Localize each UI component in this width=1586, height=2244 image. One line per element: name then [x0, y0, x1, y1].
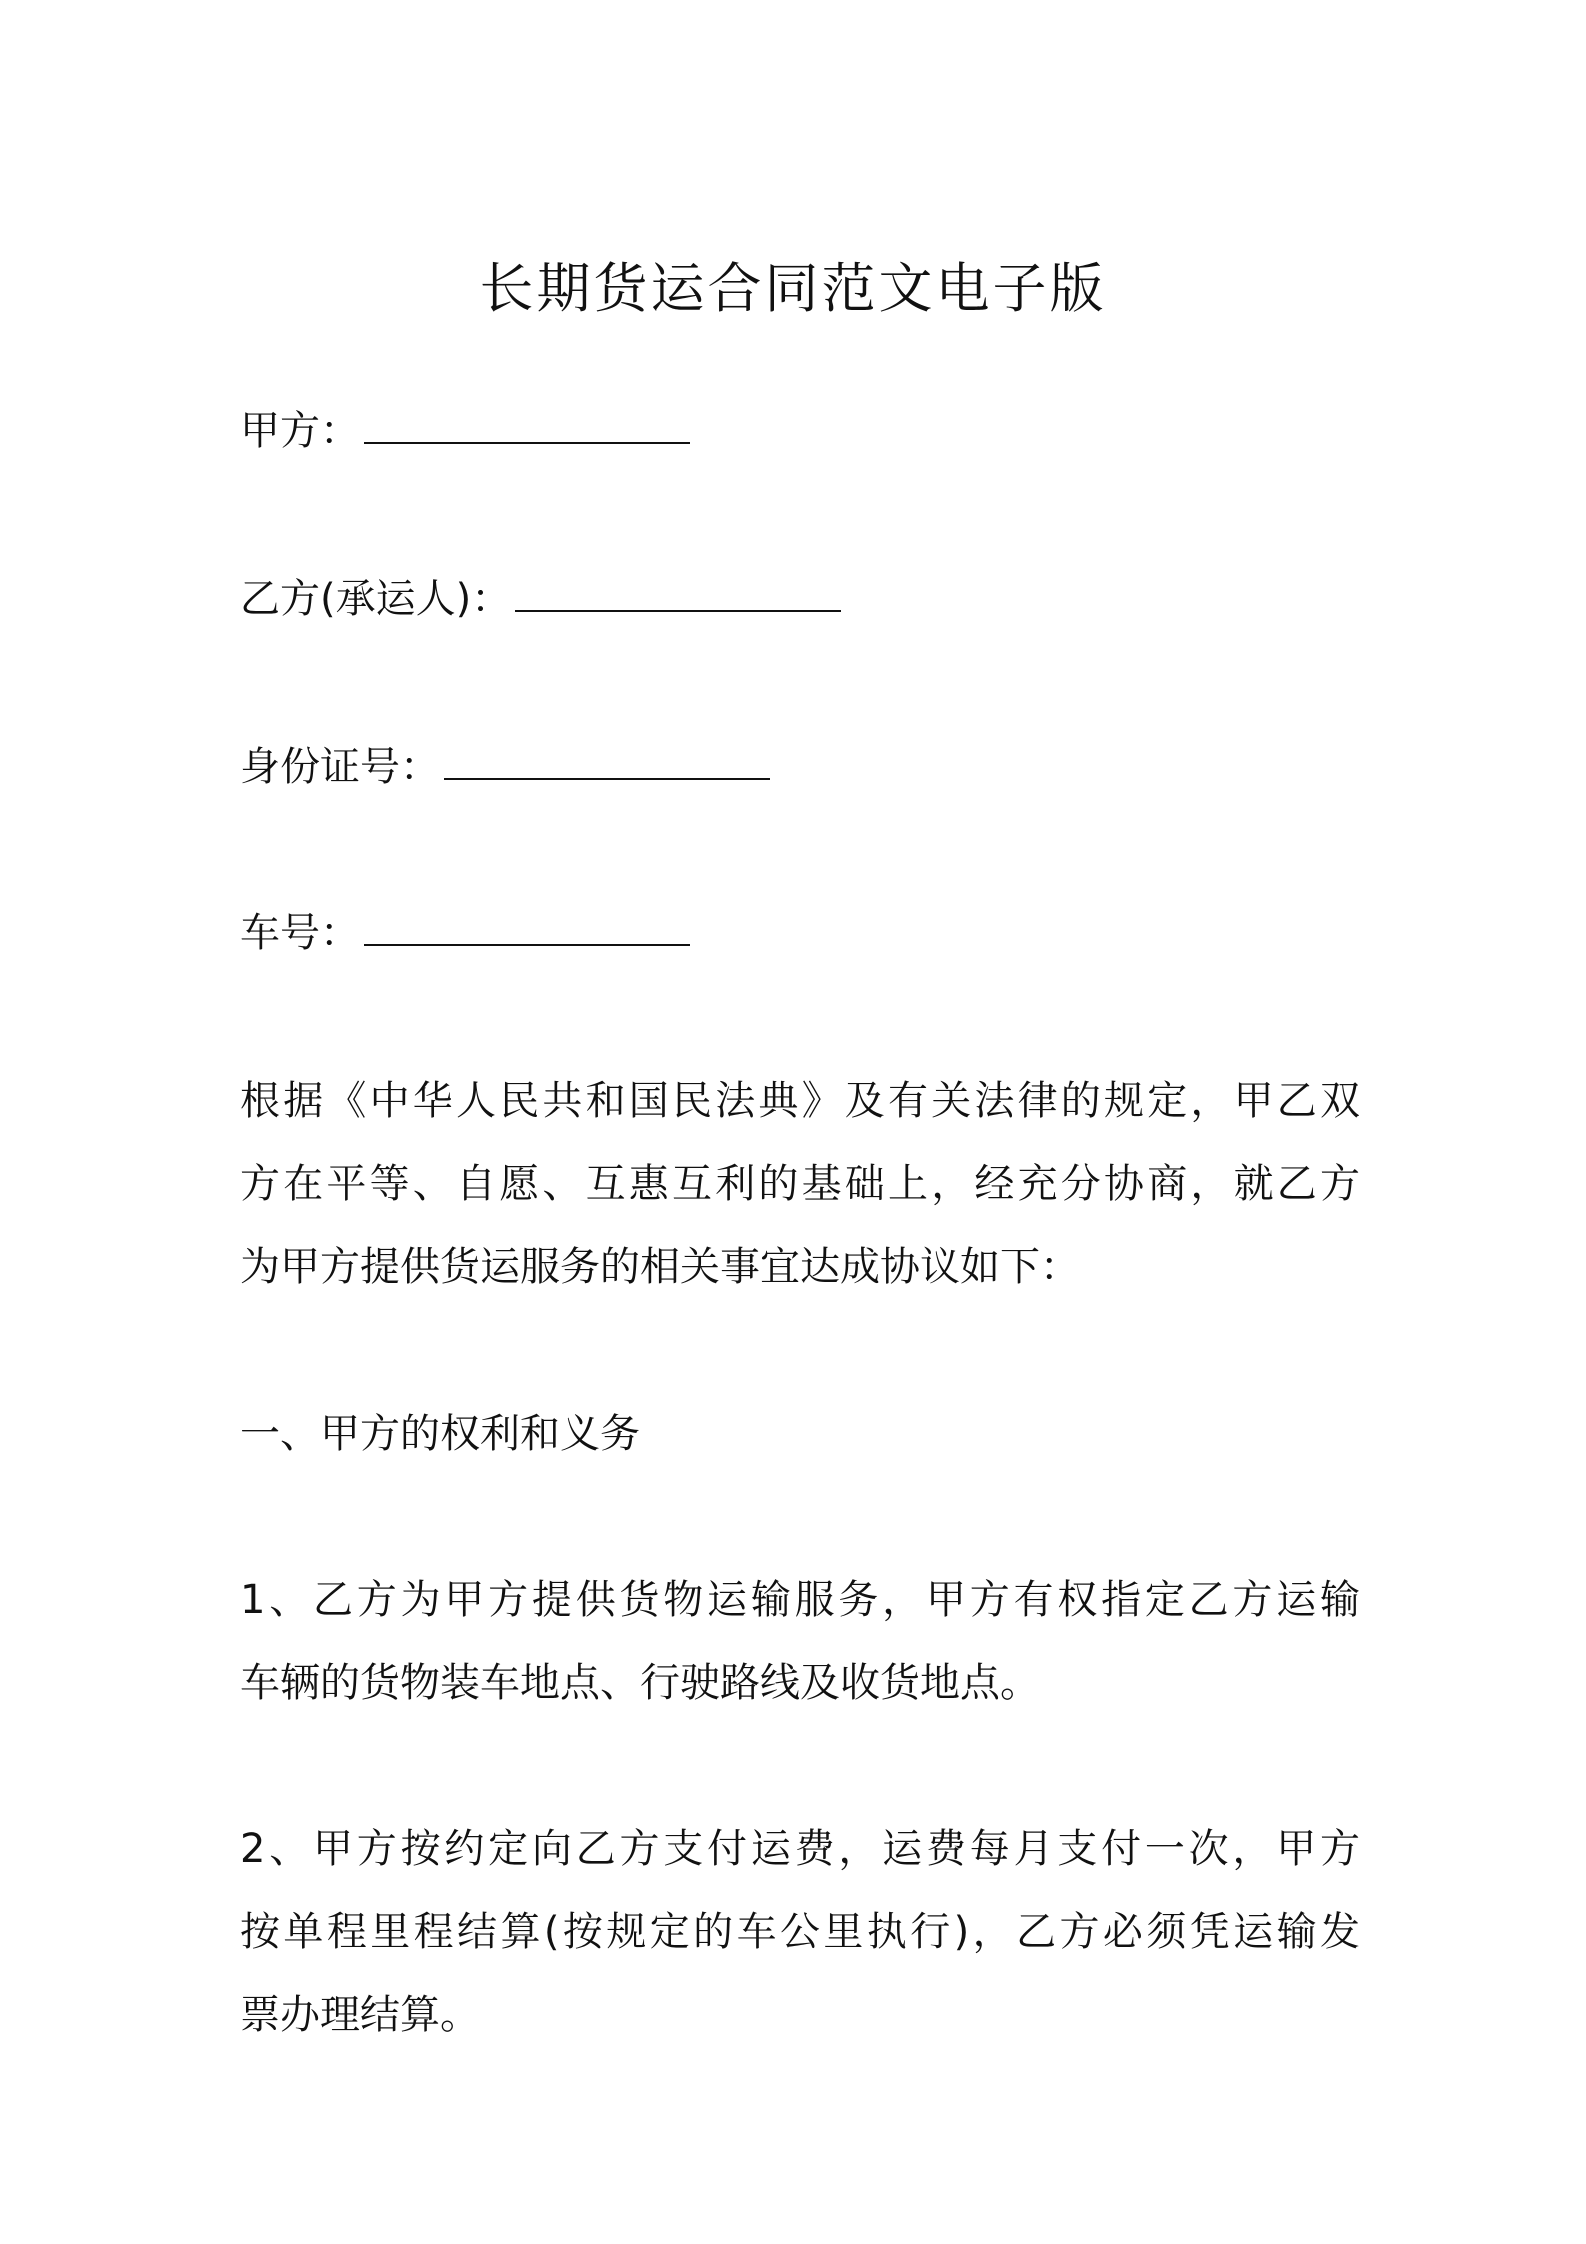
party-a-label: 甲方： — [240, 408, 360, 454]
party-a-field — [240, 402, 690, 458]
party-b-blank-line — [515, 570, 841, 612]
party-a-blank-line — [364, 402, 690, 444]
clause-2-line: 票办理结算。 — [240, 1992, 480, 2038]
vehicle-number-field — [240, 904, 690, 960]
intro-line: 根据《中华人民共和国民法典》及有关法律的规定，甲乙双 — [240, 1078, 1360, 1124]
party-b-label: 乙方(承运人)： — [240, 576, 512, 622]
clause-2-line: 2、甲方按约定向乙方支付运费，运费每月支付一次，甲方 — [240, 1826, 1360, 1872]
intro-line: 为甲方提供货运服务的相关事宜达成协议如下： — [240, 1244, 1080, 1290]
party-b-field — [240, 570, 841, 626]
id-number-blank-line — [444, 738, 770, 780]
clause-1-line: 1、乙方为甲方提供货物运输服务，甲方有权指定乙方运输 — [240, 1577, 1360, 1623]
vehicle-number-label: 车号： — [240, 910, 360, 956]
clause-2-paragraph — [240, 1808, 1360, 2057]
id-number-label: 身份证号： — [240, 744, 440, 790]
clause-1-line: 车辆的货物装车地点、行驶路线及收货地点。 — [240, 1660, 1040, 1706]
vehicle-number-blank-line — [364, 904, 690, 946]
intro-paragraph — [240, 1060, 1360, 1309]
clause-1-paragraph — [240, 1559, 1360, 1725]
intro-line: 方在平等、自愿、互惠互利的基础上，经充分协商，就乙方 — [240, 1161, 1360, 1207]
id-number-field — [240, 738, 770, 794]
section-heading-text: 一、甲方的权利和义务 — [240, 1411, 640, 1457]
document-title: 长期货运合同范文电子版 — [479, 257, 1107, 320]
clause-2-line: 按单程里程结算(按规定的车公里执行)，乙方必须凭运输发 — [240, 1909, 1360, 1955]
section-heading — [240, 1393, 1360, 1476]
